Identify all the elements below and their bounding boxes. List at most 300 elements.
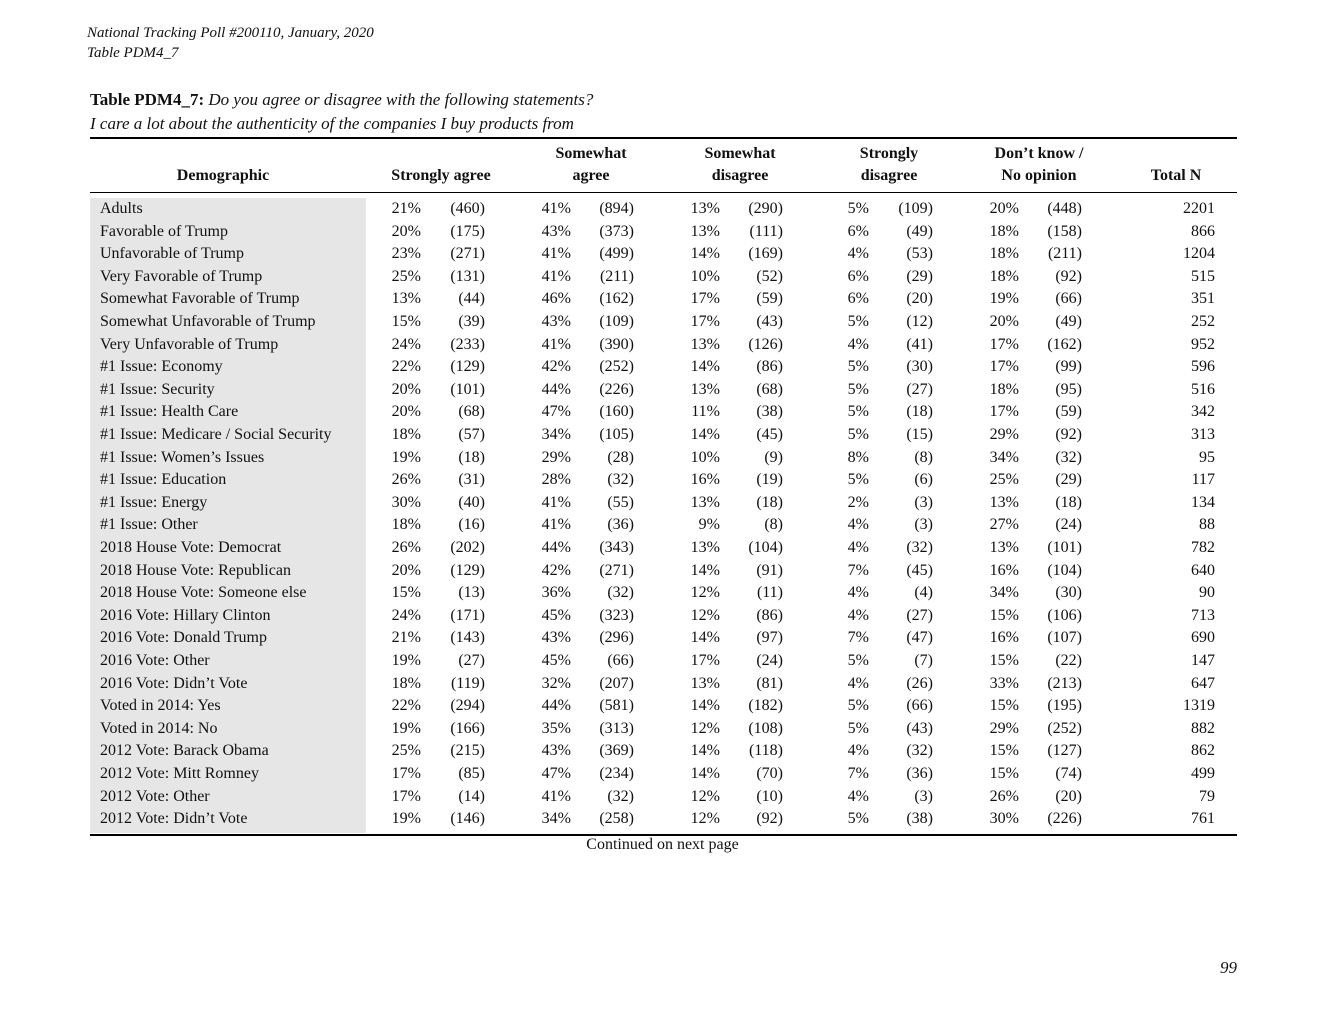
- percent-cell: 20%: [391, 561, 421, 579]
- percent-cell: 24%: [391, 335, 421, 353]
- count-cell: (290): [748, 200, 783, 217]
- table-row: [90, 492, 1237, 515]
- count-cell: (20): [1055, 787, 1082, 805]
- count-cell: (19): [756, 471, 783, 489]
- percent-cell: 13%: [690, 335, 720, 353]
- percent-cell: 15%: [989, 742, 1019, 760]
- total-n-cell: 79: [1199, 787, 1215, 805]
- count-cell: (32): [1055, 448, 1082, 466]
- percent-cell: 33%: [989, 674, 1019, 692]
- percent-cell: 5%: [847, 200, 869, 217]
- col-total-n: Total N: [1150, 167, 1202, 184]
- total-n-cell: 342: [1191, 403, 1215, 421]
- total-n-cell: 2201: [1183, 200, 1215, 217]
- count-cell: (18): [906, 403, 933, 421]
- percent-cell: 13%: [690, 539, 720, 556]
- demographic-label: Favorable of Trump: [100, 222, 228, 240]
- percent-cell: 9%: [698, 516, 720, 534]
- percent-cell: 42%: [541, 561, 571, 579]
- count-cell: (22): [1055, 652, 1082, 669]
- percent-cell: 34%: [989, 584, 1019, 602]
- count-cell: (32): [906, 742, 933, 760]
- count-cell: (18): [458, 448, 485, 466]
- total-n-cell: 351: [1191, 290, 1215, 308]
- count-cell: (211): [1047, 245, 1082, 263]
- count-cell: (101): [1047, 539, 1082, 556]
- count-cell: (32): [607, 471, 634, 489]
- percent-cell: 13%: [690, 200, 720, 217]
- percent-cell: 44%: [541, 380, 571, 398]
- percent-cell: 14%: [690, 697, 720, 715]
- percent-cell: 12%: [690, 606, 720, 624]
- percent-cell: 15%: [989, 697, 1019, 715]
- count-cell: (14): [458, 787, 485, 805]
- count-cell: (70): [756, 765, 783, 782]
- count-cell: (49): [906, 222, 933, 240]
- count-cell: (158): [1047, 222, 1082, 240]
- percent-cell: 13%: [690, 674, 720, 692]
- percent-cell: 17%: [989, 335, 1019, 353]
- percent-cell: 24%: [391, 606, 421, 624]
- percent-cell: 4%: [847, 787, 869, 805]
- table-statement: I care a lot about the authenticity of the companies I buy products from: [90, 114, 574, 133]
- table-row: [90, 356, 1237, 379]
- table-row: [90, 424, 1237, 447]
- count-cell: (13): [458, 584, 485, 602]
- demographic-label: 2016 Vote: Hillary Clinton: [100, 606, 271, 624]
- count-cell: (129): [450, 561, 485, 579]
- percent-cell: 5%: [847, 697, 869, 715]
- table-row: [90, 266, 1237, 289]
- count-cell: (3): [914, 787, 933, 805]
- count-cell: (258): [599, 810, 634, 828]
- total-n-cell: 882: [1191, 719, 1215, 737]
- count-cell: (4): [914, 584, 933, 602]
- count-cell: (49): [1055, 313, 1082, 330]
- percent-cell: 10%: [690, 267, 720, 285]
- count-cell: (296): [599, 629, 634, 647]
- count-cell: (894): [599, 200, 634, 217]
- count-cell: (32): [607, 584, 634, 602]
- percent-cell: 44%: [541, 697, 571, 715]
- count-cell: (24): [756, 652, 783, 669]
- total-n-cell: 713: [1191, 606, 1215, 624]
- percent-cell: 27%: [989, 516, 1019, 534]
- percent-cell: 41%: [541, 267, 571, 285]
- total-n-cell: 640: [1191, 561, 1215, 579]
- percent-cell: 23%: [391, 245, 421, 263]
- percent-cell: 8%: [847, 448, 869, 466]
- percent-cell: 6%: [847, 222, 869, 240]
- demographic-label: 2016 Vote: Donald Trump: [100, 629, 267, 647]
- total-n-cell: 862: [1191, 742, 1215, 760]
- count-cell: (109): [898, 200, 933, 217]
- percent-cell: 15%: [989, 652, 1019, 669]
- percent-cell: 32%: [541, 674, 571, 692]
- table-row: [90, 808, 1237, 831]
- percent-cell: 12%: [690, 584, 720, 602]
- percent-cell: 18%: [391, 426, 421, 443]
- count-cell: (85): [458, 765, 485, 782]
- percent-cell: 16%: [690, 471, 720, 489]
- percent-cell: 15%: [391, 313, 421, 330]
- count-cell: (57): [458, 426, 485, 443]
- percent-cell: 14%: [690, 426, 720, 443]
- count-cell: (105): [599, 426, 634, 443]
- count-cell: (39): [458, 313, 485, 330]
- percent-cell: 12%: [690, 810, 720, 828]
- col-strongly-disagree: Strongly disagree: [859, 145, 919, 184]
- count-cell: (18): [1055, 493, 1082, 511]
- count-cell: (36): [607, 516, 634, 534]
- demographic-label: 2018 House Vote: Republican: [100, 561, 291, 579]
- count-cell: (213): [1047, 674, 1082, 692]
- percent-cell: 14%: [690, 742, 720, 760]
- count-cell: (66): [906, 697, 933, 715]
- count-cell: (3): [914, 516, 933, 534]
- percent-cell: 14%: [690, 358, 720, 376]
- count-cell: (207): [599, 674, 634, 692]
- count-cell: (175): [450, 222, 485, 240]
- percent-cell: 5%: [847, 426, 869, 443]
- table-row: [90, 447, 1237, 470]
- page-number: 99: [1220, 958, 1237, 977]
- table-row: [90, 469, 1237, 492]
- count-cell: (369): [599, 742, 634, 760]
- col-somewhat-agree: Somewhat agree: [555, 145, 627, 184]
- table-row: [90, 763, 1237, 786]
- count-cell: (12): [906, 313, 933, 330]
- count-cell: (118): [748, 742, 783, 760]
- demographic-label: Unfavorable of Trump: [100, 245, 244, 263]
- count-cell: (160): [599, 403, 634, 421]
- percent-cell: 25%: [989, 471, 1019, 489]
- percent-cell: 4%: [847, 245, 869, 263]
- count-cell: (119): [450, 674, 485, 692]
- percent-cell: 19%: [391, 719, 421, 737]
- total-n-cell: 134: [1191, 493, 1215, 511]
- percent-cell: 43%: [541, 742, 571, 760]
- count-cell: (171): [450, 606, 485, 624]
- demographic-label: #1 Issue: Security: [100, 380, 215, 398]
- count-cell: (233): [450, 335, 485, 353]
- count-cell: (55): [607, 493, 634, 511]
- count-cell: (343): [599, 539, 634, 556]
- demographic-label: 2016 Vote: Didn’t Vote: [100, 674, 248, 692]
- count-cell: (182): [748, 697, 783, 715]
- count-cell: (215): [450, 742, 485, 760]
- table-row: [90, 673, 1237, 696]
- percent-cell: 18%: [989, 380, 1019, 398]
- count-cell: (499): [599, 245, 634, 263]
- percent-cell: 13%: [690, 493, 720, 511]
- percent-cell: 13%: [989, 493, 1019, 511]
- count-cell: (45): [906, 561, 933, 579]
- total-n-cell: 313: [1191, 426, 1215, 443]
- percent-cell: 13%: [690, 222, 720, 240]
- percent-cell: 46%: [541, 290, 571, 308]
- table-row: [90, 243, 1237, 266]
- demographic-label: Very Favorable of Trump: [100, 267, 263, 285]
- top-rule: [90, 137, 1237, 139]
- count-cell: (32): [607, 787, 634, 805]
- percent-cell: 26%: [391, 539, 421, 556]
- count-cell: (31): [458, 471, 485, 489]
- percent-cell: 21%: [391, 629, 421, 647]
- count-cell: (44): [458, 290, 485, 308]
- demographic-label: Voted in 2014: No: [100, 719, 218, 737]
- percent-cell: 4%: [847, 516, 869, 534]
- demographic-label: 2016 Vote: Other: [100, 652, 210, 669]
- running-header: [87, 23, 374, 63]
- count-cell: (166): [450, 719, 485, 737]
- count-cell: (16): [458, 516, 485, 534]
- count-cell: (99): [1055, 358, 1082, 376]
- demographic-label: #1 Issue: Medicare / Social Security: [100, 426, 332, 443]
- count-cell: (448): [1047, 200, 1082, 217]
- count-cell: (162): [1047, 335, 1082, 353]
- count-cell: (45): [756, 426, 783, 443]
- table-row: [90, 605, 1237, 628]
- total-n-cell: 88: [1199, 516, 1215, 534]
- demographic-label: #1 Issue: Economy: [100, 358, 223, 376]
- count-cell: (92): [756, 810, 783, 828]
- percent-cell: 17%: [690, 313, 720, 330]
- total-n-cell: 866: [1191, 222, 1215, 240]
- count-cell: (313): [599, 719, 634, 737]
- count-cell: (101): [450, 380, 485, 398]
- demographic-label: Very Unfavorable of Trump: [100, 335, 279, 353]
- demographic-label: 2018 House Vote: Someone else: [100, 584, 307, 602]
- count-cell: (38): [906, 810, 933, 828]
- count-cell: (27): [458, 652, 485, 669]
- count-cell: (59): [756, 290, 783, 308]
- percent-cell: 29%: [989, 426, 1019, 443]
- count-cell: (107): [1047, 629, 1082, 647]
- demographic-label: #1 Issue: Health Care: [100, 403, 239, 421]
- percent-cell: 2%: [847, 493, 869, 511]
- percent-cell: 22%: [391, 358, 421, 376]
- demographic-label: Voted in 2014: Yes: [100, 697, 221, 715]
- demographic-label: #1 Issue: Energy: [100, 493, 208, 511]
- count-cell: (43): [906, 719, 933, 737]
- percent-cell: 21%: [391, 200, 421, 217]
- count-cell: (27): [906, 606, 933, 624]
- percent-cell: 47%: [541, 403, 571, 421]
- percent-cell: 22%: [391, 697, 421, 715]
- percent-cell: 43%: [541, 313, 571, 330]
- demographic-label: 2012 Vote: Mitt Romney: [100, 765, 259, 782]
- count-cell: (3): [914, 493, 933, 511]
- percent-cell: 15%: [989, 606, 1019, 624]
- count-cell: (53): [906, 245, 933, 263]
- percent-cell: 36%: [541, 584, 571, 602]
- percent-cell: 41%: [541, 335, 571, 353]
- percent-cell: 20%: [391, 222, 421, 240]
- count-cell: (581): [599, 697, 634, 715]
- count-cell: (252): [1047, 719, 1082, 737]
- percent-cell: 6%: [847, 267, 869, 285]
- count-cell: (6): [914, 471, 933, 489]
- table-row: [90, 537, 1237, 560]
- count-cell: (32): [906, 539, 933, 556]
- count-cell: (43): [756, 313, 783, 330]
- total-n-cell: 90: [1199, 584, 1215, 602]
- percent-cell: 20%: [391, 380, 421, 398]
- percent-cell: 28%: [541, 471, 571, 489]
- count-cell: (24): [1055, 516, 1082, 534]
- total-n-cell: 252: [1191, 313, 1215, 330]
- count-cell: (30): [1055, 584, 1082, 602]
- count-cell: (92): [1055, 267, 1082, 285]
- count-cell: (30): [906, 358, 933, 376]
- percent-cell: 43%: [541, 222, 571, 240]
- count-cell: (27): [906, 380, 933, 398]
- percent-cell: 5%: [847, 810, 869, 828]
- percent-cell: 7%: [847, 561, 869, 579]
- total-n-cell: 952: [1191, 335, 1215, 353]
- percent-cell: 41%: [541, 493, 571, 511]
- percent-cell: 34%: [541, 810, 571, 828]
- percent-cell: 45%: [541, 606, 571, 624]
- poll-name: National Tracking Poll #200110, January, 2020: [87, 25, 374, 41]
- percent-cell: 5%: [847, 652, 869, 669]
- percent-cell: 4%: [847, 674, 869, 692]
- table-id: Table PDM4_7: [87, 45, 179, 61]
- count-cell: (109): [599, 313, 634, 330]
- percent-cell: 30%: [391, 493, 421, 511]
- percent-cell: 5%: [847, 719, 869, 737]
- count-cell: (127): [1047, 742, 1082, 760]
- demographic-label: #1 Issue: Education: [100, 471, 227, 489]
- count-cell: (68): [458, 403, 485, 421]
- count-cell: (195): [1047, 697, 1082, 715]
- table-row: [90, 582, 1237, 605]
- total-n-cell: 647: [1191, 674, 1215, 692]
- percent-cell: 5%: [847, 313, 869, 330]
- count-cell: (97): [756, 629, 783, 647]
- total-n-cell: 596: [1191, 358, 1215, 376]
- table-row: [90, 718, 1237, 741]
- count-cell: (8): [764, 516, 783, 534]
- count-cell: (131): [450, 267, 485, 285]
- percent-cell: 18%: [989, 222, 1019, 240]
- percent-cell: 47%: [541, 765, 571, 782]
- percent-cell: 18%: [989, 267, 1019, 285]
- count-cell: (104): [1047, 561, 1082, 579]
- count-cell: (129): [450, 358, 485, 376]
- demographic-label: 2012 Vote: Barack Obama: [100, 742, 269, 760]
- count-cell: (373): [599, 222, 634, 240]
- demographic-label: 2012 Vote: Didn’t Vote: [100, 810, 248, 828]
- count-cell: (86): [756, 358, 783, 376]
- count-cell: (74): [1055, 765, 1082, 782]
- count-cell: (226): [599, 380, 634, 398]
- percent-cell: 13%: [690, 380, 720, 398]
- percent-cell: 19%: [391, 810, 421, 828]
- demographic-label: Adults: [100, 200, 143, 217]
- percent-cell: 18%: [391, 516, 421, 534]
- count-cell: (271): [599, 561, 634, 579]
- percent-cell: 4%: [847, 584, 869, 602]
- count-cell: (106): [1047, 606, 1082, 624]
- percent-cell: 17%: [391, 765, 421, 782]
- table-row: [90, 650, 1237, 673]
- percent-cell: 13%: [989, 539, 1019, 556]
- count-cell: (9): [764, 448, 783, 466]
- count-cell: (390): [599, 335, 634, 353]
- percent-cell: 11%: [691, 403, 720, 421]
- percent-cell: 17%: [690, 652, 720, 669]
- percent-cell: 20%: [989, 313, 1019, 330]
- percent-cell: 10%: [690, 448, 720, 466]
- col-somewhat-disagree: Somewhat disagree: [704, 145, 776, 184]
- count-cell: (91): [756, 561, 783, 579]
- demographic-label: #1 Issue: Women’s Issues: [100, 448, 265, 466]
- count-cell: (234): [599, 765, 634, 782]
- percent-cell: 42%: [541, 358, 571, 376]
- table-row: [90, 198, 1237, 221]
- percent-cell: 25%: [391, 267, 421, 285]
- table-row: [90, 221, 1237, 244]
- col-strongly-agree: Strongly agree: [391, 167, 491, 184]
- count-cell: (47): [906, 629, 933, 647]
- demographic-label: Somewhat Unfavorable of Trump: [100, 313, 316, 330]
- percent-cell: 12%: [690, 787, 720, 805]
- count-cell: (460): [450, 200, 485, 217]
- total-n-cell: 761: [1191, 810, 1215, 828]
- percent-cell: 41%: [541, 516, 571, 534]
- count-cell: (143): [450, 629, 485, 647]
- count-cell: (8): [914, 448, 933, 466]
- percent-cell: 26%: [989, 787, 1019, 805]
- count-cell: (18): [756, 493, 783, 511]
- percent-cell: 15%: [989, 765, 1019, 782]
- total-n-cell: 499: [1191, 765, 1215, 782]
- percent-cell: 14%: [690, 245, 720, 263]
- table-row: [90, 740, 1237, 763]
- percent-cell: 4%: [847, 539, 869, 556]
- table-row: [90, 786, 1237, 809]
- percent-cell: 34%: [541, 426, 571, 443]
- percent-cell: 44%: [541, 539, 571, 556]
- table-label: Table PDM4_7:: [90, 90, 205, 109]
- percent-cell: 14%: [690, 561, 720, 579]
- count-cell: (66): [607, 652, 634, 669]
- count-cell: (162): [599, 290, 634, 308]
- percent-cell: 17%: [690, 290, 720, 308]
- count-cell: (52): [756, 267, 783, 285]
- total-n-cell: 516: [1191, 380, 1215, 398]
- total-n-cell: 117: [1191, 471, 1215, 489]
- percent-cell: 19%: [391, 652, 421, 669]
- percent-cell: 19%: [391, 448, 421, 466]
- percent-cell: 5%: [847, 403, 869, 421]
- demographic-label: 2018 House Vote: Democrat: [100, 539, 282, 556]
- percent-cell: 7%: [847, 765, 869, 782]
- count-cell: (38): [756, 403, 783, 421]
- count-cell: (81): [756, 674, 783, 692]
- table-row: [90, 379, 1237, 402]
- total-n-cell: 515: [1191, 267, 1215, 285]
- count-cell: (26): [906, 674, 933, 692]
- count-cell: (111): [749, 222, 783, 240]
- count-cell: (108): [748, 719, 783, 737]
- percent-cell: 41%: [541, 245, 571, 263]
- count-cell: (92): [1055, 426, 1082, 443]
- percent-cell: 26%: [391, 471, 421, 489]
- percent-cell: 5%: [847, 358, 869, 376]
